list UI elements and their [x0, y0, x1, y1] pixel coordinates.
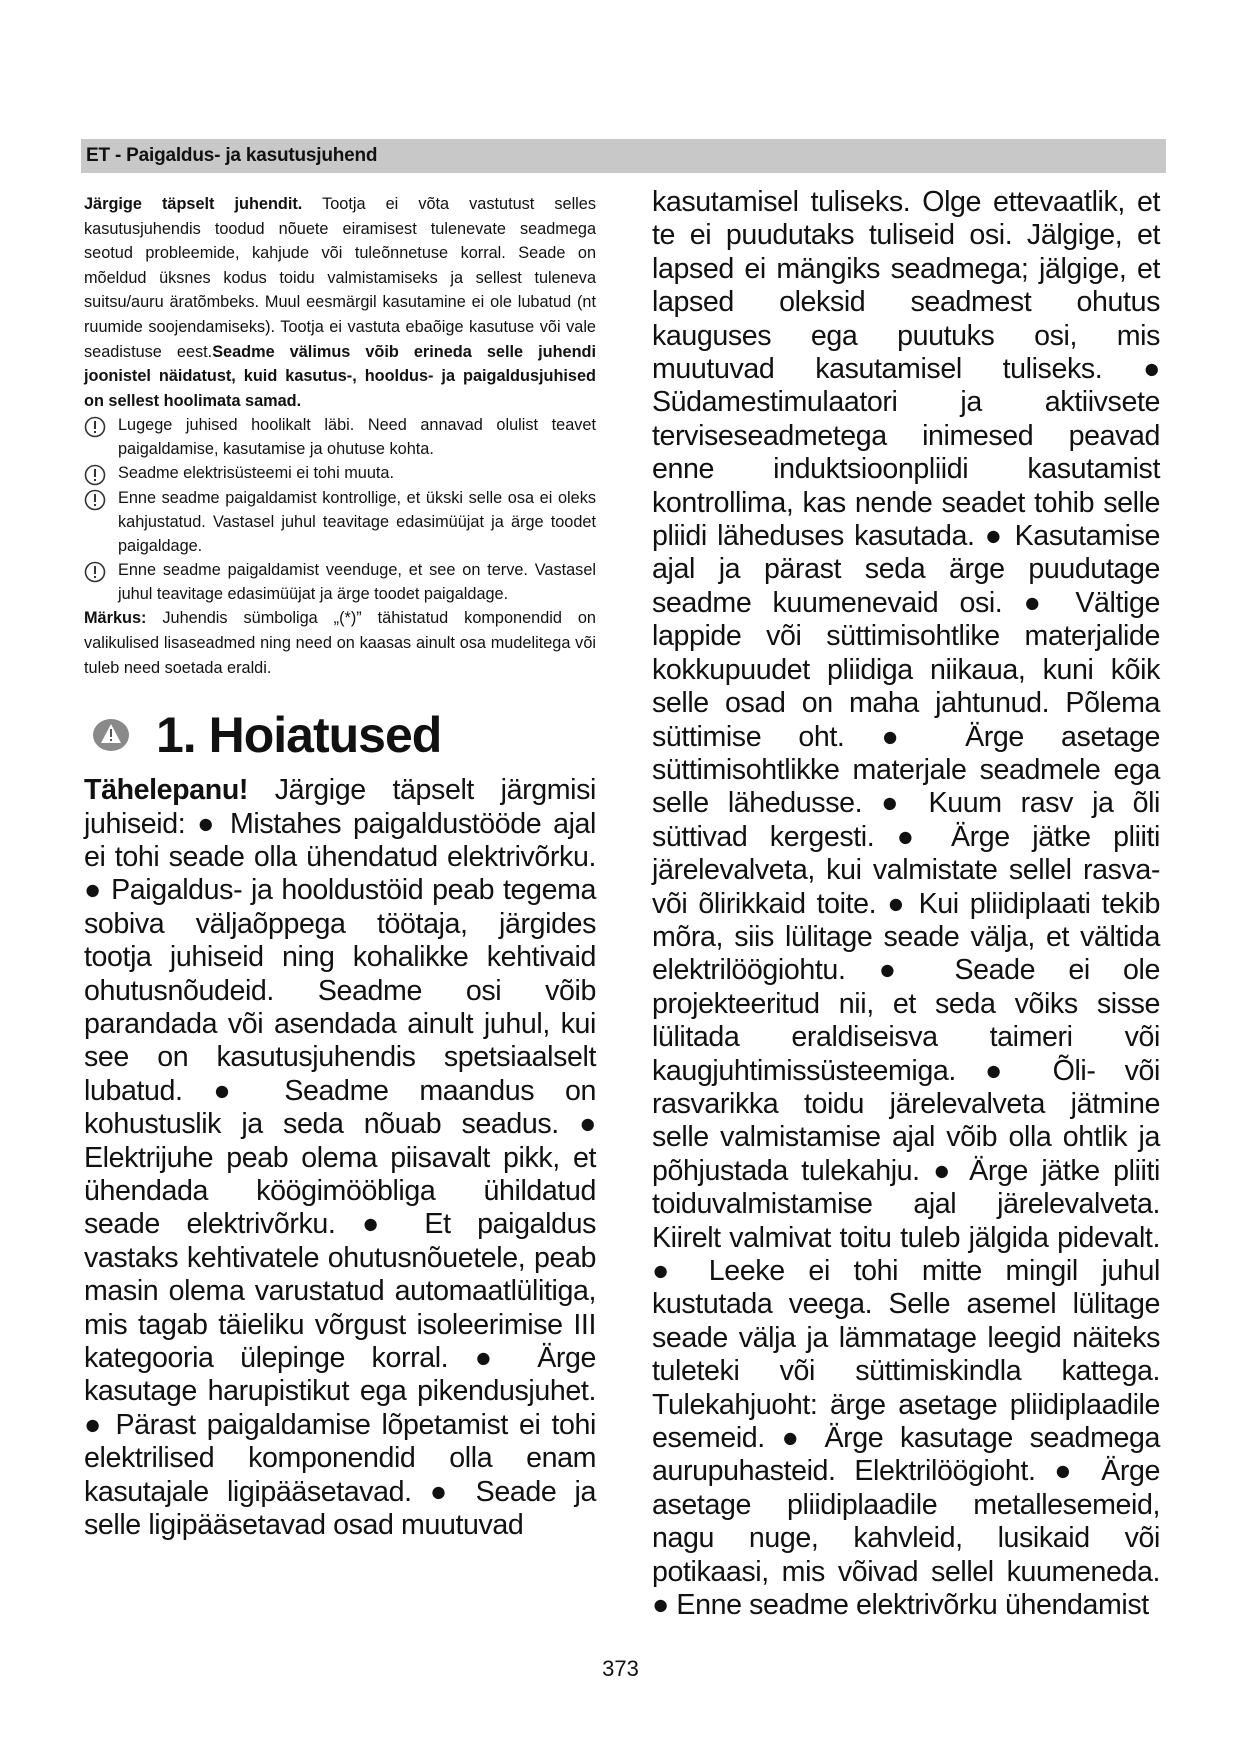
exclamation-circle-icon — [84, 489, 106, 511]
intro-text: Tootja ei võta vastutust selles kasutusjuhendis toodud nõuete eiramisest tulenevate seadmega seotud probleemide, kahjude või tuleõnnetuse korral. Seade on mõeldud üksnes kodus toidu valmistamiseks ja sellest tuleneva suitsu/auru äratõmbeks. Muul eesmärgil kasutamine ei ole lubatud (nt ruumide soojendamiseks). Tootja ei vastuta ebaõige kasutuse või vale seadistuse eest. — [84, 195, 596, 361]
note-text: Lugege juhised hoolikalt läbi. Need annavad olulist teavet paigaldamise, kasutamise ja ohutuse kohta. — [118, 416, 596, 459]
note-text: Enne seadme paigaldamist veenduge, et see on terve. Vastasel juhul teavitage edasimüüjat ja ärge toodet paigaldage. — [118, 561, 596, 604]
header-bar — [81, 139, 1166, 173]
warnings-left-body: Järgige täpselt järgmisi juhiseid: ● Mistahes paigaldustööde ajal ei tohi seade olla ühendatud elektrivõrku. ● Paigaldus- ja hooldustöid peab tegema sobiva väljaõppega töötaja, järgides tootja juhiseid ning kohalikke kehtivaid ohutusnõudeid. Seadme osi võib parandada või asendada ainult juhul, kui see on kasutusjuhendis spetsiaalselt lubatud. ● Seadme maandus on kohustuslik ja seda nõuab seadus. ● Elektrijuhe peab olema piisavalt pikk, et ühendada köögimööbliga ühildatud seade elektrivõrku. ● Et paigaldus vastaks kehtivatele ohutusnõuetele, peab masin olema varustatud automaatlülitiga, mis tagab täieliku võrgust isoleerimise III kategooria ülepinge korral. ● Ärge kasutage harupistikut ega pikendusjuhet. ● Pärast paigaldamise lõpetamist ei tohi elektrilised komponendid olla enam kasutajale ligipääsetavad. ● Seade ja selle ligipääsetavad osad muutuvad — [84, 774, 596, 1542]
remark-text: Juhendis sümboliga „(*)” tähistatud komponendid on valikulised lisaseadmed ning need on kaasas ainult osa mudelitega või tuleb need soetada eraldi. — [84, 609, 596, 677]
right-column — [652, 186, 1160, 1622]
exclamation-circle-icon — [84, 464, 106, 486]
intro-tail: Seadme välimus võib erineda selle juhendi joonistel näidatust, kuid kasutus-, hooldus- ja paigaldusjuhised on sellest hoolimata samad. — [84, 342, 596, 410]
warnings-left-text — [84, 774, 596, 1542]
intro-paragraph — [84, 192, 596, 413]
section-heading — [84, 704, 596, 766]
header-title: ET - Paigaldus- ja kasutusjuhend — [86, 145, 378, 166]
page-number: 373 — [602, 1656, 639, 1681]
note-item — [84, 486, 596, 558]
intro-lead: Järgige täpselt juhendit. — [84, 195, 303, 213]
notes-list — [84, 413, 596, 606]
left-column — [84, 192, 596, 1542]
note-text: Seadme elektrisüsteemi ei tohi muuta. — [118, 464, 395, 483]
note-item — [84, 558, 596, 606]
section-title: 1. Hoiatused — [156, 707, 442, 764]
note-text: Enne seadme paigaldamist kontrollige, et ükski selle osa ei oleks kahjustatud. Vastasel juhul teavitage edasimüüjat ja ärge toodet paigaldage. — [118, 489, 596, 556]
note-item — [84, 461, 596, 486]
note-item — [84, 413, 596, 461]
warning-triangle-icon — [92, 716, 130, 754]
remark-label: Märkus: — [84, 609, 147, 628]
exclamation-circle-icon — [84, 561, 106, 583]
warnings-lead: Tähelepanu! — [84, 774, 249, 807]
warnings-right-text: kasutamisel tuliseks. Olge ettevaatlik, et te ei puudutaks tuliseid osi. Jälgige, et lapsed ei mängiks seadmega; jälgige, et lapsed oleksid seadmest ohutus kauguses ega puutuks osi, mis muutuvad kasutamisel tuliseks. ● Südamestimulaatori ja aktiivsete terviseseadmetega inimesed peavad enne induktsioonpliidi kasutamist kontrollima, kas nende seadet tohib selle pliidi läheduses kasutada. ● Kasutamise ajal ja pärast seda ärge puudutage seadme kuumenevaid osi. ● Vältige lappide või süttimisohtlike materjalide kokkupuudet pliidiga niikaua, kuni kõik selle osad on maha jahtunud. Põlema süttimise oht. ● Ärge asetage süttimisohtlikke materjale seadmele ega selle lähedusse. ● Kuum rasv ja õli süttivad kergesti. ● Ärge jätke pliiti järelevalveta, kui valmistate sellel rasva- või õlirikkaid toite. ● Kui pliidiplaati tekib mõra, siis lülitage seade välja, et vältida elektrilöögiohtu. ● Seade ei ole projekteeritud nii, et seda võiks sisse lülitada eraldiseisva taimeri või kaugjuhtimissüsteemiga. ● Õli- või rasvarikka toidu järelevalveta jätmine selle valmistamise ajal võib olla ohtlik ja põhjustada tulekahju. ● Ärge jätke pliiti toiduvalmistamise ajal järelevalveta. Kiirelt valmivat toitu tuleb jälgida pidevalt. ● Leeke ei tohi mitte mingil juhul kustutada veega. Selle asemel lülitage seade välja ja lämmatage leegid näiteks tuleteki või süttimiskindla kattega. Tulekahjuoht: ärge asetage pliidiplaadile esemeid. ● Ärge kasutage seadmega aurupuhasteid. Elektrilöögioht. ● Ärge asetage pliidiplaadile metallesemeid, nagu nuge, kahvleid, lusikaid või potikaasi, mis võivad sellel kuumeneda. ● Enne seadme elektrivõrku ühendamist — [652, 186, 1160, 1622]
exclamation-circle-icon — [84, 416, 106, 438]
remark-paragraph — [84, 606, 596, 680]
